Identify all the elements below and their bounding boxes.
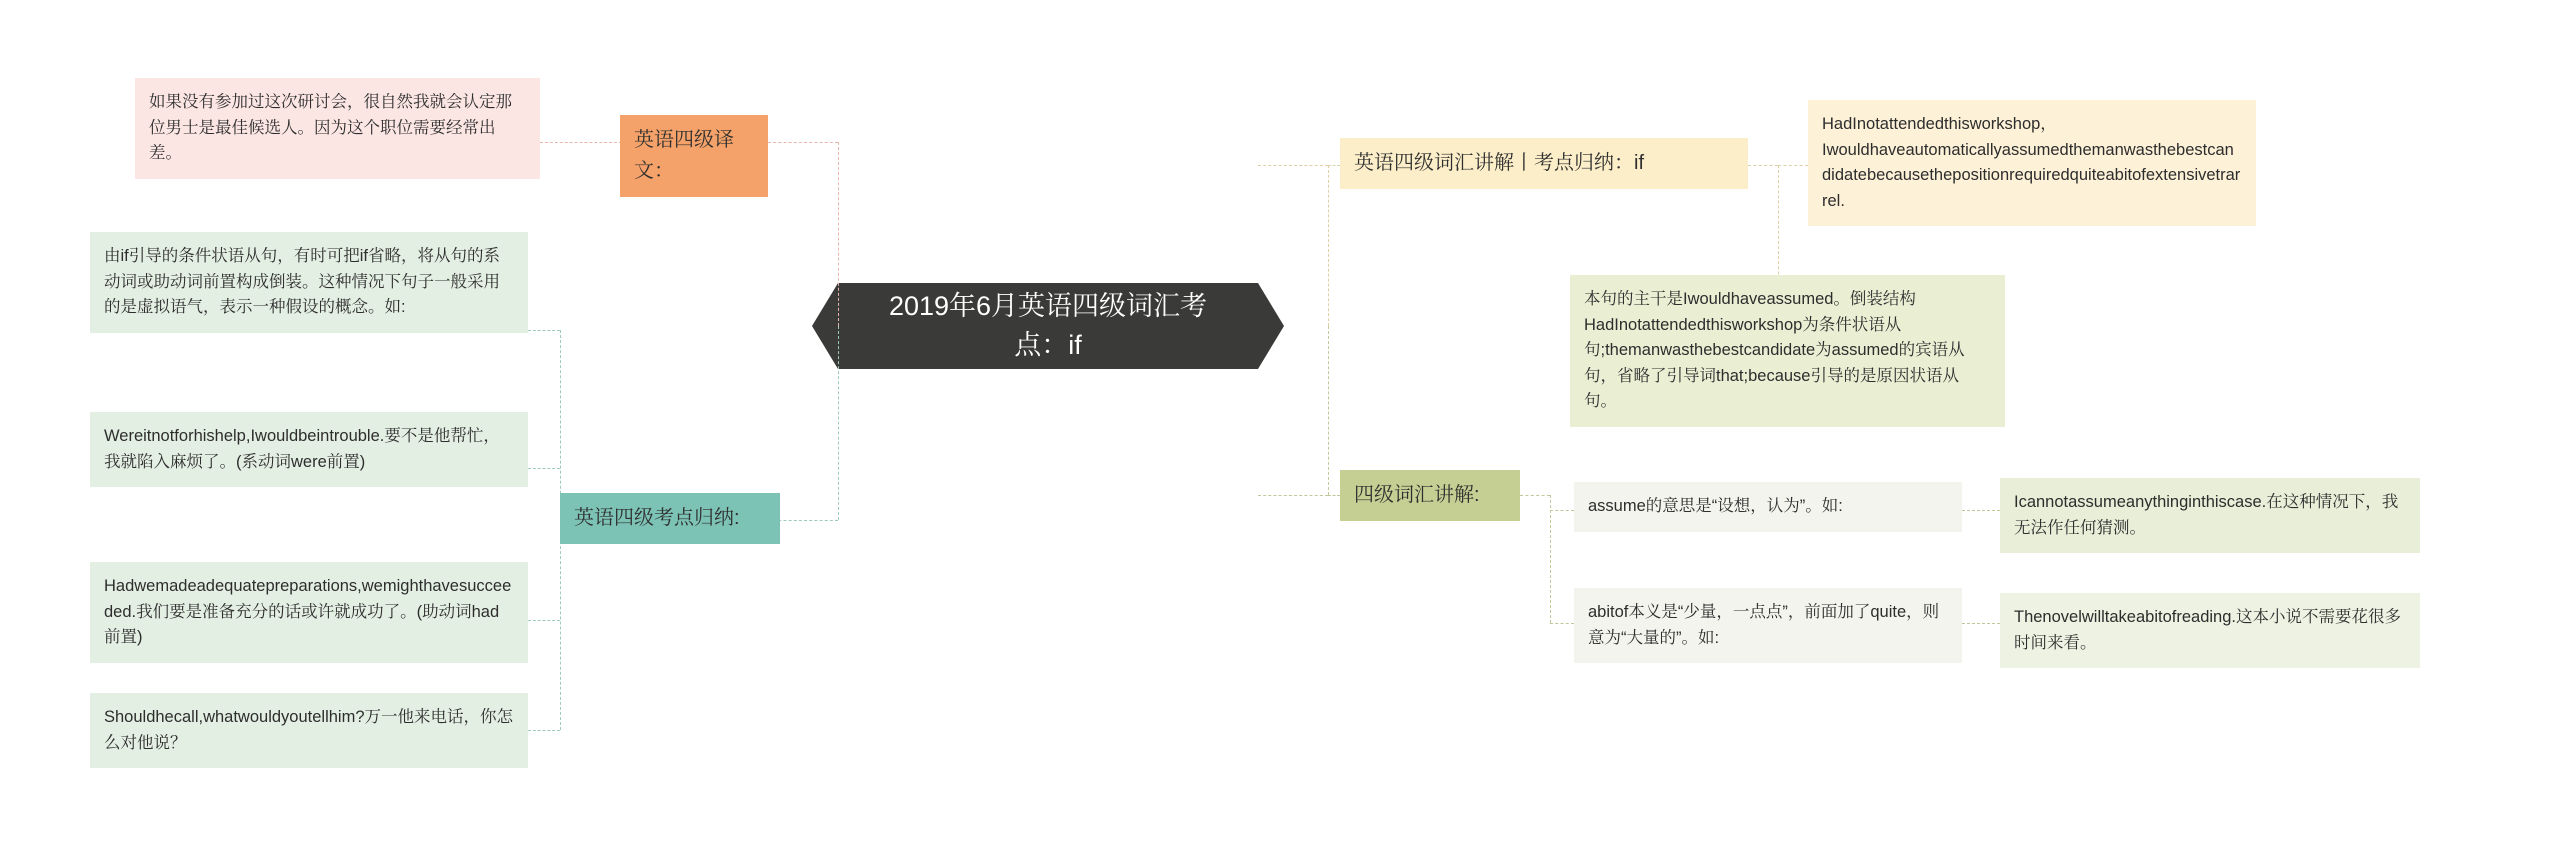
connector: [1328, 165, 1329, 326]
connector: [1328, 165, 1340, 166]
connector: [838, 326, 839, 520]
connector: [1962, 510, 2000, 511]
leaf-summary-1[interactable]: Wereitnotforhishelp,Iwouldbeintrouble.要不是他帮忙，我就陷入麻烦了。(系动词were前置): [90, 412, 528, 487]
center-arrow-left-icon: [812, 283, 838, 369]
leaf-vocab-analysis-0[interactable]: HadInotattendedthisworkshop，Iwouldhaveautomaticallyassumedthemanwasthebestcandidatebecausethepositionrequiredquiteabitofextensivetrarrel.: [1808, 100, 2256, 226]
connector: [1550, 495, 1551, 623]
center-topic[interactable]: [838, 283, 1258, 369]
connector: [1962, 623, 2000, 624]
connector: [1258, 165, 1328, 166]
connector: [528, 468, 560, 469]
leaf-summary-2[interactable]: Hadwemadeadequatepreparations,wemighthavesucceeded.我们要是准备充分的话或许就成功了。(助动词had前置): [90, 562, 528, 663]
leaf-vocab-term-1[interactable]: abitof本义是“少量，一点点”，前面加了quite，则意为“大量的”。如:: [1574, 588, 1962, 663]
connector: [1778, 165, 1808, 166]
connector: [1328, 326, 1329, 495]
center-arrow-right-icon: [1258, 283, 1284, 369]
connector: [1550, 510, 1574, 511]
connector: [1748, 165, 1778, 166]
leaf-vocab-term-0[interactable]: assume的意思是“设想，认为”。如:: [1574, 482, 1962, 532]
connector: [1520, 495, 1550, 496]
branch-label-summary[interactable]: 英语四级考点归纳:: [560, 493, 780, 544]
connector: [1258, 495, 1328, 496]
leaf-summary-0[interactable]: 由if引导的条件状语从句，有时可把if省略，将从句的系动词或助动词前置构成倒装。这种情况下句子一般采用的是虚拟语气，表示一种假设的概念。如:: [90, 232, 528, 333]
center-topic-label: 2019年6月英语四级词汇考点：if: [838, 283, 1258, 369]
leaf-vocab-example-1[interactable]: Thenovelwilltakeabitofreading.这本小说不需要花很多时间来看。: [2000, 593, 2420, 668]
connector: [838, 142, 839, 326]
leaf-vocab-example-0[interactable]: Icannotassumeanythinginthiscase.在这种情况下，我无法作任何猜测。: [2000, 478, 2420, 553]
connector: [528, 730, 560, 731]
branch-label-translation[interactable]: 英语四级译文：: [620, 115, 768, 197]
leaf-vocab-analysis-1[interactable]: 本句的主干是Iwouldhaveassumed。倒装结构HadInotattendedthisworkshop为条件状语从句;themanwasthebestcandidate为assumed的宾语从句，省略了引导词that;because引导的是原因状语从句。: [1570, 275, 2005, 427]
branch-label-vocab-analysis[interactable]: 英语四级词汇讲解丨考点归纳：if: [1340, 138, 1748, 189]
connector: [1550, 623, 1574, 624]
connector: [1328, 495, 1340, 496]
leaf-summary-3[interactable]: Shouldhecall,whatwouldyoutellhim?万一他来电话，你怎么对他说？: [90, 693, 528, 768]
connector: [528, 620, 560, 621]
connector: [540, 142, 622, 143]
branch-label-vocab-explain[interactable]: 四级词汇讲解:: [1340, 470, 1520, 521]
connector: [768, 142, 838, 143]
connector: [528, 330, 560, 331]
leaf-translation-text[interactable]: 如果没有参加过这次研讨会，很自然我就会认定那位男士是最佳候选人。因为这个职位需要经常出差。: [135, 78, 540, 179]
